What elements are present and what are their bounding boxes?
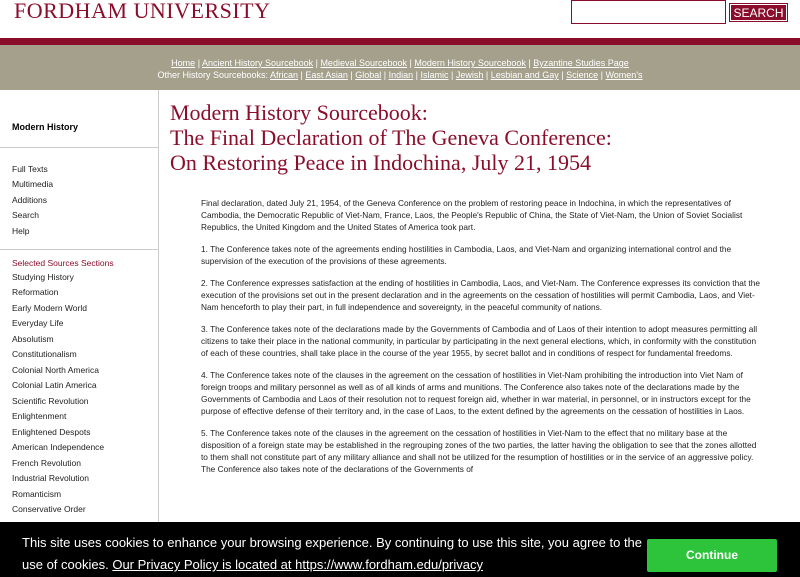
page-title [170, 100, 612, 175]
nav-link-islamic[interactable]: Islamic [420, 70, 449, 80]
nav-link-science[interactable]: Science [566, 70, 599, 80]
body-paragraph: 4. The Conference takes note of the clauses in the agreement on the cessation of hostilities in Viet-Nam prohibiting the introduction into Viet Nam of foreign troops and military personnel as well as of all kinds of arms and munitions. The Conference also takes note of the declarations made by the Governments of Cambodia and Laos of their resolution not to request foreign aid, whether in war material, in personnel, or in instructors except for the purpose of effective defense of their territory and, in the case of Laos, to the extent defined by the agreements on the cessation of hostilities in Laos. [201, 370, 751, 416]
body-paragraph: 5. The Conference takes note of the clauses in the agreement on the cessation of hostilities in Viet-Nam to the effect that no military base at the disposition of a foreign state may be established in the regrouping zones of the two parties, the latter having the obligation to see that the zones allotted to them shall not constitute part of any military alliance and shall not be utilized for the resumption of hostilities or in the service of an aggressive policy. The Conference also takes note of the declarations of the Governments of [201, 428, 757, 474]
top-header [0, 0, 800, 38]
nav-link-global[interactable]: Global [355, 70, 382, 80]
sidebar-sections-heading: Selected Sources Sections [12, 258, 114, 268]
sidebar-section-item[interactable]: Conservative Order [12, 504, 86, 514]
document-body [201, 197, 761, 485]
nav-band [0, 45, 800, 90]
sidebar-section-item[interactable]: Colonial Latin America [12, 380, 97, 390]
search-button[interactable]: SEARCH [730, 4, 787, 21]
nav-row-other: Other History Sourcebooks: African | East Asian | Global | Indian | Islamic | Jewish | Lesbian and Gay | Science | Women's [157, 70, 643, 80]
sidebar-divider [0, 249, 158, 250]
sidebar-section-item[interactable]: Enlightened Despots [12, 427, 91, 437]
sidebar-section-item[interactable]: Constitutionalism [12, 349, 77, 359]
sidebar-section-item[interactable]: Colonial North America [12, 365, 99, 375]
continue-button[interactable]: Continue [647, 539, 777, 572]
cookie-text: This site uses cookies to enhance your browsing experience. By continuing to use this site, you agree to the use of cookies. [22, 535, 643, 572]
nav-link-byzantine[interactable]: Byzantine Studies Page [533, 58, 629, 68]
sidebar-section-item[interactable]: Early Modern World [12, 303, 87, 313]
body-paragraph: 2. The Conference expresses satisfaction at the ending of hostilities in Cambodia, Laos, and Viet-Nam. The Conference expresses its conviction that the execution of the provisions set out in the present declaration and in the agreements on the cessation of hostilities will permit Cambodia, Laos, and Viet-Nam henceforth to play their part, in full independence and sovereignty, in the peaceful community of nations. [201, 278, 760, 312]
page-title-line: On Restoring Peace in Indochina, July 21, 1954 [170, 150, 591, 175]
page-title-line: Modern History Sourcebook: [170, 100, 428, 125]
sidebar-heading[interactable]: Modern History [12, 122, 79, 132]
intro-paragraph: Final declaration, dated July 21, 1954, of the Geneva Conference on the problem of restoring peace in Indochina, in which the representatives of Cambodia, the Democratic Republic of Viet-Nam, France, Laos, the People's Republic of China, the State of Viet-Nam, the Union of Soviet Socialist Republics, the United Kingdom and the United States of America took part. [201, 198, 743, 232]
sidebar-item-full-texts[interactable]: Full Texts [12, 164, 48, 174]
nav-other-label: Other History Sourcebooks: [157, 70, 268, 80]
sidebar-divider [0, 147, 158, 148]
sidebar-item-multimedia[interactable]: Multimedia [12, 179, 54, 189]
cookie-message [22, 532, 652, 576]
nav-link-indian[interactable]: Indian [388, 70, 414, 80]
sidebar-section-item[interactable]: French Revolution [12, 458, 81, 468]
nav-row-primary: Home | Ancient History Sourcebook | Medieval Sourcebook | Modern History Sourcebook | Byzantine Studies Page [171, 58, 629, 68]
sidebar [0, 90, 159, 577]
body-paragraph: 3. The Conference takes note of the declarations made by the Governments of Cambodia and of Laos of their intention to adopt measures permitting all citizens to take their place in the national community, in particular by participating in the next general elections, which, in conformity with the constitution of each of these countries, shall take place in the course of the year 1955, by secret ballot and in conditions of respect for fundamental freedoms. [201, 324, 758, 358]
body-paragraph: 1. The Conference takes note of the agreements ending hostilities in Cambodia, Laos, and Viet-Nam and organizing international control and the supervision of the execution of the provisions of these agreements. [201, 244, 732, 266]
nav-link-ancient[interactable]: Ancient History Sourcebook [202, 58, 314, 68]
nav-link-medieval[interactable]: Medieval Sourcebook [320, 58, 407, 68]
header-divider [0, 38, 800, 45]
privacy-policy-link[interactable]: Our Privacy Policy is located at https://www.fordham.edu/privacy [112, 557, 483, 572]
nav-link-african[interactable]: African [270, 70, 299, 80]
sidebar-section-item[interactable]: Enlightenment [12, 411, 67, 421]
nav-link-home[interactable]: Home [171, 58, 196, 68]
cookie-banner [0, 522, 800, 577]
nav-link-jewish[interactable]: Jewish [455, 70, 484, 80]
nav-link-womens[interactable]: Women's [605, 70, 643, 80]
sidebar-section-item[interactable]: Reformation [12, 287, 59, 297]
sidebar-section-item[interactable]: American Independence [12, 442, 105, 452]
page-title-line: The Final Declaration of The Geneva Conference: [170, 125, 612, 150]
sidebar-item-additions[interactable]: Additions [12, 195, 47, 205]
sidebar-item-help[interactable]: Help [12, 226, 30, 236]
nav-link-lesbian-gay[interactable]: Lesbian and Gay [490, 70, 559, 80]
search-input[interactable] [571, 0, 726, 24]
sidebar-section-item[interactable]: Everyday Life [12, 318, 64, 328]
sidebar-item-search[interactable]: Search [12, 210, 39, 220]
sidebar-section-item[interactable]: Scientific Revolution [12, 396, 89, 406]
nav-link-east-asian[interactable]: East Asian [305, 70, 348, 80]
sidebar-section-item[interactable]: Studying History [12, 272, 74, 282]
nav-link-modern[interactable]: Modern History Sourcebook [414, 58, 526, 68]
sidebar-section-item[interactable]: Industrial Revolution [12, 473, 90, 483]
sidebar-section-item[interactable]: Absolutism [12, 334, 54, 344]
sidebar-section-item[interactable]: Romanticism [12, 489, 62, 499]
university-logo[interactable]: FORDHAM UNIVERSITY [14, 0, 271, 23]
